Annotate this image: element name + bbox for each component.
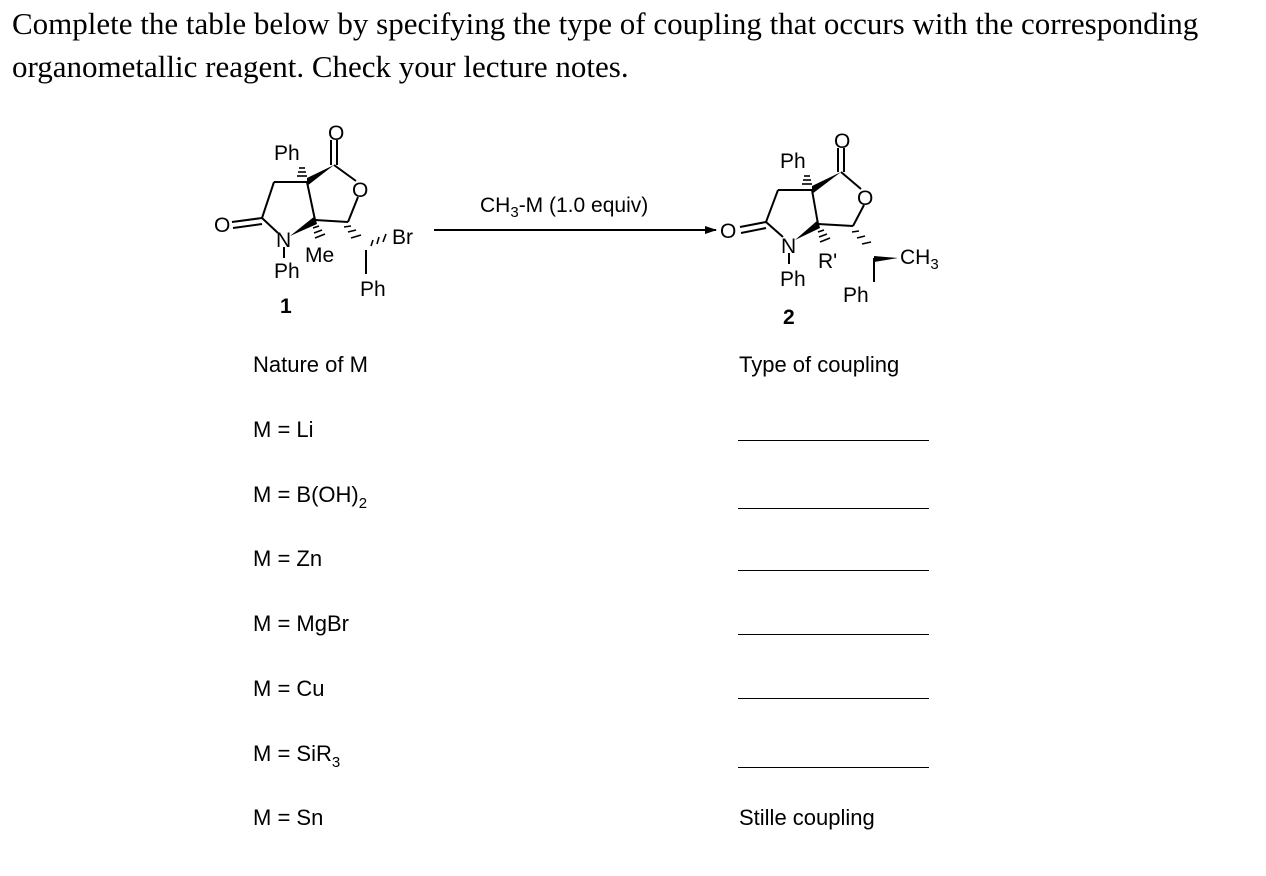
answer-blank-li[interactable] (738, 440, 929, 441)
pd-atom-labels (720, 130, 939, 329)
pd-hash-ph (802, 176, 812, 184)
pd-ch3-subscript: 3 (930, 256, 939, 273)
m-label-text: M = Li (253, 417, 314, 442)
reagent-rest: -M (1.0 equiv) (518, 194, 649, 217)
m-label-text: M = Zn (253, 546, 323, 571)
m-label-text: M = Cu (253, 676, 325, 701)
sm-n: N (276, 229, 292, 252)
sm-hash-ph (297, 168, 307, 176)
m-label-text: M = B(OH) (253, 482, 359, 507)
pd-bond-c6-c4 (818, 224, 853, 226)
sm-bond-c1-c2 (262, 182, 274, 218)
reaction-scheme (0, 0, 1266, 340)
sm-ph-side: Ph (360, 278, 386, 301)
pd-ph-top: Ph (780, 150, 806, 173)
answer-blank-zn[interactable] (738, 570, 929, 571)
question-text: Complete the table below by specifying the type of coupling that occurs with the corresponding organometallic reagent. Check your lecture notes. (12, 6, 1199, 84)
pd-r-prime: R' (818, 250, 838, 273)
pd-bond-c1-c2 (766, 190, 778, 222)
pd-bond-n-c4-wedge (795, 220, 820, 240)
pd-o-carbonyl: O (834, 130, 851, 153)
answer-blank-cu[interactable] (738, 698, 929, 699)
pd-hash-side (852, 231, 871, 244)
m-label-zn (253, 546, 322, 575)
m-label-subscript: 2 (358, 495, 368, 512)
sm-hash-me (313, 226, 325, 238)
pd-o-lactam: O (720, 220, 737, 243)
pd-hash-rprime (818, 230, 830, 242)
m-label-boronic (253, 482, 367, 511)
m-label-sn (253, 805, 323, 834)
pd-ph-side: Ph (843, 284, 869, 307)
pd-lactam-co-1 (740, 222, 766, 227)
answer-blank-sir3[interactable] (738, 767, 929, 768)
sm-hash-side (344, 226, 361, 238)
reagent-subscript: 3 (510, 204, 519, 221)
answer-blank-mgbr[interactable] (738, 634, 929, 635)
pd-lactam-co-2 (741, 228, 766, 233)
sm-compound-number: 1 (280, 295, 292, 318)
reagent-main: CH (480, 194, 511, 217)
type-of-coupling-header: Type of coupling (739, 352, 900, 377)
sm-bond-c3-c4 (307, 182, 315, 220)
m-label-sir3 (253, 741, 340, 770)
pd-n: N (781, 235, 797, 258)
pd-o-ring: O (857, 187, 874, 210)
sm-lactam-co-1 (232, 218, 262, 222)
sm-ph-n: Ph (274, 260, 300, 283)
m-label-mgbr (253, 611, 349, 640)
pd-bond-c3-c4 (812, 190, 818, 224)
m-label-subscript: 3 (331, 754, 341, 771)
pd-ch3-main: CH (900, 246, 931, 269)
answer-sn: Stille coupling (739, 805, 875, 830)
sm-o-carbonyl: O (328, 122, 345, 145)
sm-me: Me (305, 244, 335, 267)
pd-compound-number: 2 (783, 306, 795, 329)
m-label-text: M = SiR (253, 741, 332, 766)
sm-o-lactam: O (214, 214, 231, 237)
sm-o-ring: O (352, 179, 369, 202)
m-label-li (253, 417, 314, 446)
sm-bond-n-c4-wedge (290, 216, 317, 236)
sm-bond-c3-c5-wedge (307, 165, 334, 186)
m-label-cu (253, 676, 325, 705)
m-label-text: M = Sn (253, 805, 324, 830)
pd-ph-n: Ph (780, 268, 806, 291)
sm-lactam-co-2 (233, 224, 262, 228)
sm-br: Br (392, 226, 413, 249)
answer-blank-boronic[interactable] (738, 508, 929, 509)
m-label-text: M = MgBr (253, 611, 349, 636)
sm-hash-br (371, 234, 386, 246)
reagent-label (480, 194, 648, 221)
nature-of-m-header: Nature of M (253, 352, 368, 377)
pd-bond-c3-c5-wedge (812, 172, 841, 194)
sm-ph-top: Ph (274, 142, 300, 165)
sm-bond-c6-c4 (315, 220, 348, 222)
pd-ch3-label (900, 246, 939, 273)
pd-bond-ch3-wedge (874, 256, 898, 262)
